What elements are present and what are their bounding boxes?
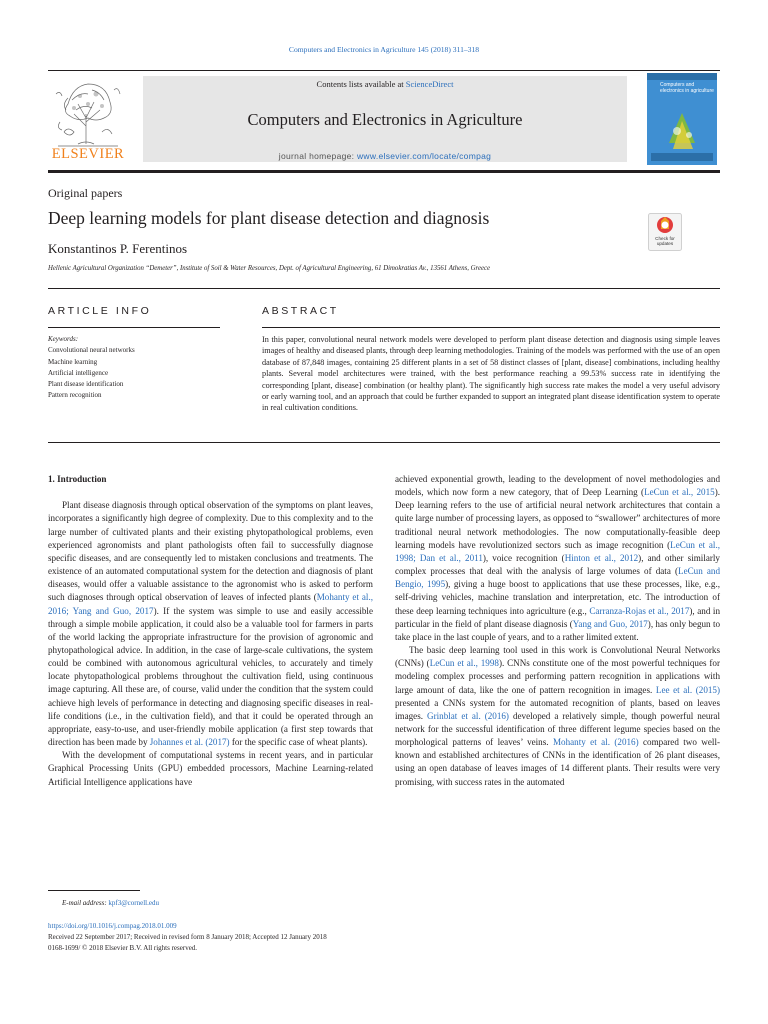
section-type: Original papers [48, 186, 123, 200]
author-email-line [62, 899, 159, 907]
citation-link[interactable]: Carranza-Rojas et al., 2017 [589, 605, 690, 616]
abstract-text: In this paper, convolutional neural network models were developed to perform plant disease detection and diagnosis using simple leaves images of healthy and diseased plants, through deep learning methodologies. Training of the models was performed with the use of an open database of 87,848 images, containing 25 different plants in a set of 58 distinct classes of [plant, disease] combinations, including healthy plants. Several model architectures were trained, with the best performance reaching a 99.53% success rate in identifying the corresponding [plant, disease] combination (or healthy plant). The significantly high success rate makes the model a very useful advisory or early warning tool, and an approach that could be further expanded to support an integrated plant disease identification system to operate in real cultivation conditions. [262, 335, 720, 413]
elsevier-wordmark: ELSEVIER [51, 146, 125, 162]
section-rule [48, 288, 720, 289]
section-rule [48, 442, 720, 443]
cover-title-text: Computers and electronics in agriculture [660, 82, 714, 94]
citation-link[interactable]: Hinton et al., 2012 [564, 552, 639, 563]
section-heading: 1. Introduction [48, 474, 107, 484]
header-top-rule [48, 70, 720, 71]
keywords-label: Keywords: [48, 335, 79, 343]
email-label: E-mail address: [62, 899, 109, 907]
body-column-left [48, 473, 373, 789]
doi-link[interactable]: https://doi.org/10.1016/j.compag.2018.01.009 [48, 922, 177, 930]
body-paragraph: The basic deep learning tool used in this work is Convolutional Neural Networks (CNNs) (LeCun et al., 1998). CNNs constitute one of the most powerful techniques for modeling complex processes and performing pattern recognition in applications with large amount of data, like the one of pattern recognition in images. Lee et al. (2015) presented a CNNs system for the automated recognition of plants, based on leaves images. Grinblat et al. (2016) developed a relatively simple, though powerful neural network for the successful identification of three different legume species based on the morphological patterns of leaves’ veins. Mohanty et al. (2016) compared two well-known and established architectures of CNNs in the identification of 26 plant diseases, using an open database of leaves images of 14 different plants. Their results were very promising, with success rates in the automated [395, 645, 721, 787]
footnote-rule [48, 890, 140, 891]
citation-link[interactable]: Mohanty et al. (2016) [552, 737, 639, 748]
keyword: Pattern recognition [48, 391, 102, 400]
header-bottom-rule [48, 170, 720, 173]
citation-link[interactable]: Grinblat et al. (2016) [427, 710, 509, 721]
citation-link[interactable]: Mohanty et al., 2016; Yang and Guo, 2017 [48, 592, 373, 616]
received-dates: Received 22 September 2017; Received in revised form 8 January 2018; Accepted 12 January 2018 [48, 933, 327, 941]
journal-reference-link[interactable]: Computers and Electronics in Agriculture 145 (2018) 311–318 [288, 45, 480, 54]
journal-homepage-line [143, 151, 627, 161]
sciencedirect-link[interactable]: ScienceDirect [405, 79, 454, 89]
body-column-right [395, 473, 720, 789]
keywords-block [48, 334, 135, 402]
keyword: Plant disease identification [48, 380, 124, 389]
abstract-rule [262, 327, 720, 328]
citation-link[interactable]: Yang and Guo, 2017 [572, 618, 648, 629]
contents-line [143, 79, 627, 89]
citation-link[interactable]: LeCun et al., 1998; Dan et al., 2011 [395, 539, 720, 563]
homepage-label: journal homepage: [278, 151, 357, 161]
citation-link[interactable]: LeCun and Bengio, 1995 [395, 566, 721, 590]
author-name: Konstantinos P. Ferentinos [48, 241, 188, 256]
citation-link[interactable]: LeCun et al., 2015 [644, 487, 715, 498]
journal-title: Computers and Electronics in Agriculture [247, 110, 523, 129]
article-info-rule [48, 327, 220, 328]
copyright-notice: 0168-1699/ © 2018 Elsevier B.V. All rights reserved. [48, 944, 198, 952]
journal-homepage-link[interactable]: www.elsevier.com/locate/compag [356, 151, 492, 161]
citation-link[interactable]: Lee et al. (2015) [655, 684, 721, 695]
author-affiliation: Hellenic Agricultural Organization “Demeter”, Institute of Soil & Water Resources, Dept. of Agricultural Engineering, 61 Dimokratias Av., 13561 Athens, Greece [48, 265, 491, 272]
contents-prefix: Contents lists available at [316, 79, 406, 89]
keyword: Machine learning [48, 357, 98, 366]
citation-link[interactable]: Johannes et al. (2017) [149, 737, 230, 748]
article-info-heading: ARTICLE INFO [48, 305, 152, 317]
body-paragraph: achieved exponential growth, leading to the development of novel methodologies and models, which now form a new category, that of Deep Learning (LeCun et al., 2015). Deep learning refers to the use of artificial neural network architectures that contain a quite large number of processing layers, as opposed to “swallower” architectures of more traditional neural network methodologies. The now computationally-feasible deep learning models have revolutionized sectors such as image recognition (LeCun et al., 1998; Dan et al., 2011), voice recognition (Hinton et al., 2012), and other similarly complex processes that deal with the analysis of large volumes of data (LeCun and Bengio, 1995), giving a huge boost to applications that use these processes, like, e.g., self-driving vehicles, machine translation and interpretation, etc. The introduction of these deep learning techniques into agriculture (e.g., Carranza-Rojas et al., 2017), and in particular in the field of plant disease diagnosis (Yang and Guo, 2017), has only begun to take place in the last couple of years, and to a rather limited extent. [395, 474, 721, 642]
abstract-heading: ABSTRACT [262, 305, 339, 317]
keyword: Convolutional neural networks [48, 346, 135, 355]
author-email-link[interactable]: kpf3@cornell.edu [108, 899, 159, 907]
keyword: Artificial intelligence [48, 368, 109, 377]
body-paragraph: Plant disease diagnosis through optical observation of the symptoms on plant leaves, incorporates a significantly high degree of complexity. Due to this complexity and to the large number of cultivated plants and their existing phytopathological problems, even experienced agronomists and plant pathologists often fail to successfully diagnose specific diseases, and are consequently led to mistaken conclusions and treatments. The existence of an automated computational system for the detection and diagnosis of plant diseases, would offer a valuable assistance to the agronomist who is asked to perform such diagnoses through optical observation of leaves of infected plants (Mohanty et al., 2016; Yang and Guo, 2017). If the system was simple to use and easily accessible through a simple mobile application, it could also be a valuable tool for farmers in parts of the world lacking the appropriate infrastructure for the provision of agronomic and phytopathological advice. In addition, in the case of large-scale cultivations, the system could be combined with autonomous agricultural vehicles, to accurately and timely locate phytopathological problems throughout the cultivation field, using continuous image capturing. All these are, of course, valid under the condition that the system could achieve high levels of performance in detecting and diagnosing specific diseases in real-life conditions (i.e., in the cultivation field), and that it could be operated through an appropriate, easy-to-use, and user-friendly mobile application (a first step towards that direction has been made by Johannes et al. (2017) for the specific case of wheat plants). [48, 500, 373, 748]
article-title: Deep learning models for plant disease detection and diagnosis [48, 208, 490, 228]
check-for-updates-label: Check for updates [655, 236, 675, 246]
citation-link[interactable]: LeCun et al., 1998 [429, 658, 499, 669]
body-paragraph: With the development of computational systems in recent years, and in particular Graphical Processing Units (GPU) embedded processors, Machine Learning-related Artificial Intelligence applications have [48, 750, 373, 787]
